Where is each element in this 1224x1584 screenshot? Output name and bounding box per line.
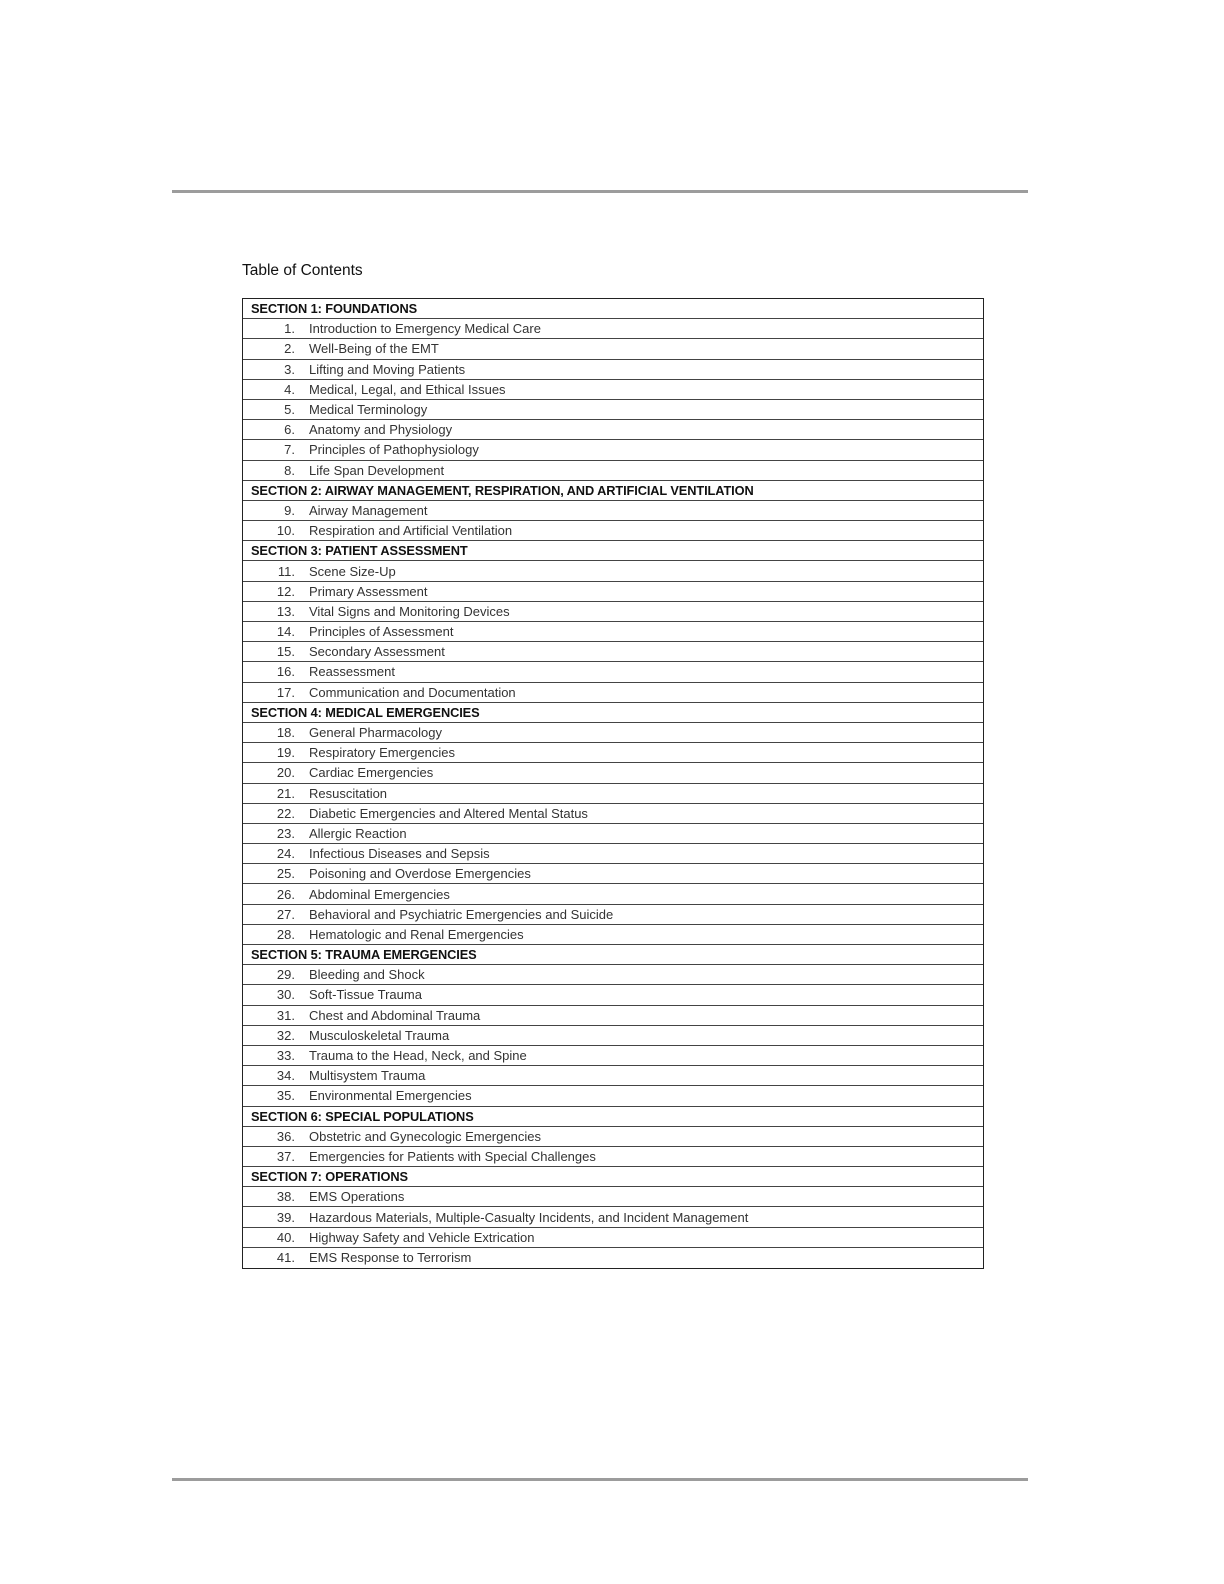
toc-chapter-row <box>243 1006 983 1026</box>
chapter-number: 29. <box>276 967 295 983</box>
chapter-number: 11. <box>277 563 295 579</box>
chapter-number: 20. <box>276 765 295 781</box>
toc-section-heading: SECTION 3: PATIENT ASSESSMENT <box>243 541 983 561</box>
chapter-title: EMS Operations <box>309 1189 405 1205</box>
toc-chapter-row <box>243 642 983 662</box>
chapter-number: 3. <box>284 361 295 377</box>
toc-chapter-row <box>243 723 983 743</box>
chapter-title: Medical Terminology <box>309 402 428 418</box>
chapter-number: 15. <box>276 644 295 660</box>
chapter-title: Behavioral and Psychiatric Emergencies and Suicide <box>309 906 614 922</box>
table-of-contents <box>242 298 984 1269</box>
chapter-title: Principles of Pathophysiology <box>309 442 479 458</box>
chapter-number: 37. <box>276 1148 295 1164</box>
chapter-title: Resuscitation <box>309 785 388 801</box>
toc-chapter-row <box>243 683 983 703</box>
chapter-title: Respiratory Emergencies <box>309 745 455 761</box>
chapter-title: Emergencies for Patients with Special Challenges <box>309 1148 596 1164</box>
chapter-number: 12. <box>276 583 295 599</box>
toc-chapter-row <box>243 1187 983 1207</box>
toc-chapter-row <box>243 925 983 945</box>
chapter-number: 4. <box>284 381 295 397</box>
chapter-number: 13. <box>276 603 295 619</box>
chapter-title: General Pharmacology <box>309 725 442 741</box>
toc-chapter-row <box>243 400 983 420</box>
chapter-number: 8. <box>284 462 295 478</box>
toc-chapter-row <box>243 380 983 400</box>
toc-chapter-row <box>243 1127 983 1147</box>
chapter-title: Obstetric and Gynecologic Emergencies <box>309 1128 541 1144</box>
toc-chapter-row <box>243 763 983 783</box>
chapter-title: Poisoning and Overdose Emergencies <box>309 866 531 882</box>
chapter-number: 30. <box>276 987 295 1003</box>
chapter-title: Anatomy and Physiology <box>309 422 453 438</box>
toc-chapter-row <box>243 784 983 804</box>
toc-section-heading: SECTION 6: SPECIAL POPULATIONS <box>243 1107 983 1127</box>
chapter-number: 27. <box>276 906 295 922</box>
chapter-number: 36. <box>276 1128 295 1144</box>
chapter-number: 23. <box>276 825 295 841</box>
toc-chapter-row <box>243 965 983 985</box>
chapter-title: Bleeding and Shock <box>309 967 425 983</box>
chapter-title: Abdominal Emergencies <box>309 886 450 902</box>
toc-chapter-row <box>243 864 983 884</box>
footer-divider <box>172 1478 1028 1481</box>
toc-chapter-row <box>243 1248 983 1268</box>
toc-chapter-row <box>243 1046 983 1066</box>
chapter-title: Multisystem Trauma <box>309 1068 426 1084</box>
toc-chapter-row <box>243 985 983 1005</box>
toc-chapter-row <box>243 743 983 763</box>
toc-chapter-row <box>243 804 983 824</box>
toc-chapter-row <box>243 662 983 682</box>
chapter-number: 32. <box>276 1027 295 1043</box>
toc-chapter-row <box>243 420 983 440</box>
chapter-number: 19. <box>276 745 295 761</box>
chapter-title: Infectious Diseases and Sepsis <box>309 846 490 862</box>
chapter-number: 1. <box>284 321 295 337</box>
chapter-number: 38. <box>276 1189 295 1205</box>
chapter-title: Allergic Reaction <box>309 825 407 841</box>
toc-chapter-row <box>243 561 983 581</box>
chapter-number: 39. <box>276 1209 295 1225</box>
chapter-number: 17. <box>276 684 295 700</box>
toc-section-heading: SECTION 7: OPERATIONS <box>243 1167 983 1187</box>
chapter-title: Chest and Abdominal Trauma <box>309 1007 481 1023</box>
toc-chapter-row <box>243 461 983 481</box>
toc-chapter-row <box>243 1086 983 1106</box>
chapter-number: 41. <box>276 1250 295 1266</box>
chapter-title: Reassessment <box>309 664 395 680</box>
chapter-title: Highway Safety and Vehicle Extrication <box>309 1229 535 1245</box>
chapter-title: Diabetic Emergencies and Altered Mental Status <box>309 805 588 821</box>
toc-chapter-row <box>243 1066 983 1086</box>
chapter-title: Cardiac Emergencies <box>309 765 434 781</box>
toc-chapter-row <box>243 602 983 622</box>
chapter-title: Principles of Assessment <box>309 624 454 640</box>
toc-section-heading: SECTION 2: AIRWAY MANAGEMENT, RESPIRATION, AND ARTIFICIAL VENTILATION <box>243 481 983 501</box>
chapter-number: 9. <box>284 502 295 518</box>
toc-chapter-row <box>243 1026 983 1046</box>
chapter-title: Well-Being of the EMT <box>309 341 439 357</box>
chapter-title: Communication and Documentation <box>309 684 516 700</box>
chapter-title: Vital Signs and Monitoring Devices <box>309 603 510 619</box>
chapter-number: 28. <box>276 926 295 942</box>
toc-chapter-row <box>243 1207 983 1227</box>
header-divider <box>172 190 1028 193</box>
toc-chapter-row <box>243 339 983 359</box>
toc-chapter-row <box>243 1228 983 1248</box>
chapter-number: 7. <box>284 442 295 458</box>
toc-section-heading: SECTION 1: FOUNDATIONS <box>243 299 983 319</box>
chapter-number: 22. <box>276 805 295 821</box>
toc-chapter-row <box>243 905 983 925</box>
page-title: Table of Contents <box>242 262 363 279</box>
toc-chapter-row <box>243 440 983 460</box>
chapter-number: 18. <box>276 725 295 741</box>
chapter-number: 40. <box>276 1229 295 1245</box>
toc-chapter-row <box>243 360 983 380</box>
toc-chapter-row <box>243 582 983 602</box>
chapter-title: Musculoskeletal Trauma <box>309 1027 450 1043</box>
toc-chapter-row <box>243 1147 983 1167</box>
chapter-title: Life Span Development <box>309 462 445 478</box>
chapter-number: 25. <box>276 866 295 882</box>
chapter-number: 10. <box>276 523 295 539</box>
toc-chapter-row <box>243 501 983 521</box>
chapter-number: 16. <box>276 664 295 680</box>
chapter-title: Environmental Emergencies <box>309 1088 472 1104</box>
chapter-title: Lifting and Moving Patients <box>309 361 466 377</box>
chapter-number: 2. <box>284 341 295 357</box>
chapter-number: 6. <box>284 422 295 438</box>
chapter-title: Introduction to Emergency Medical Care <box>309 321 541 337</box>
chapter-title: Trauma to the Head, Neck, and Spine <box>309 1048 527 1064</box>
chapter-number: 26. <box>276 886 295 902</box>
toc-section-heading: SECTION 4: MEDICAL EMERGENCIES <box>243 703 983 723</box>
chapter-number: 24. <box>276 846 295 862</box>
chapter-title: Soft-Tissue Trauma <box>309 987 422 1003</box>
chapter-title: Airway Management <box>309 502 428 518</box>
chapter-number: 5. <box>284 402 295 418</box>
toc-chapter-row <box>243 622 983 642</box>
chapter-number: 14. <box>276 624 295 640</box>
chapter-number: 34. <box>276 1068 295 1084</box>
chapter-title: Hazardous Materials, Multiple-Casualty Incidents, and Incident Management <box>309 1209 749 1225</box>
toc-chapter-row <box>243 319 983 339</box>
chapter-number: 35. <box>276 1088 295 1104</box>
chapter-title: Primary Assessment <box>309 583 428 599</box>
chapter-title: Medical, Legal, and Ethical Issues <box>309 381 506 397</box>
chapter-title: Scene Size-Up <box>309 563 396 579</box>
toc-chapter-row <box>243 521 983 541</box>
chapter-title: Hematologic and Renal Emergencies <box>309 926 524 942</box>
toc-chapter-row <box>243 844 983 864</box>
toc-section-heading: SECTION 5: TRAUMA EMERGENCIES <box>243 945 983 965</box>
toc-chapter-row <box>243 824 983 844</box>
toc-chapter-row <box>243 884 983 904</box>
chapter-title: Secondary Assessment <box>309 644 445 660</box>
chapter-number: 21. <box>276 785 295 801</box>
chapter-title: Respiration and Artificial Ventilation <box>309 523 513 539</box>
chapter-number: 33. <box>276 1048 295 1064</box>
chapter-title: EMS Response to Terrorism <box>309 1250 472 1266</box>
chapter-number: 31. <box>276 1007 295 1023</box>
